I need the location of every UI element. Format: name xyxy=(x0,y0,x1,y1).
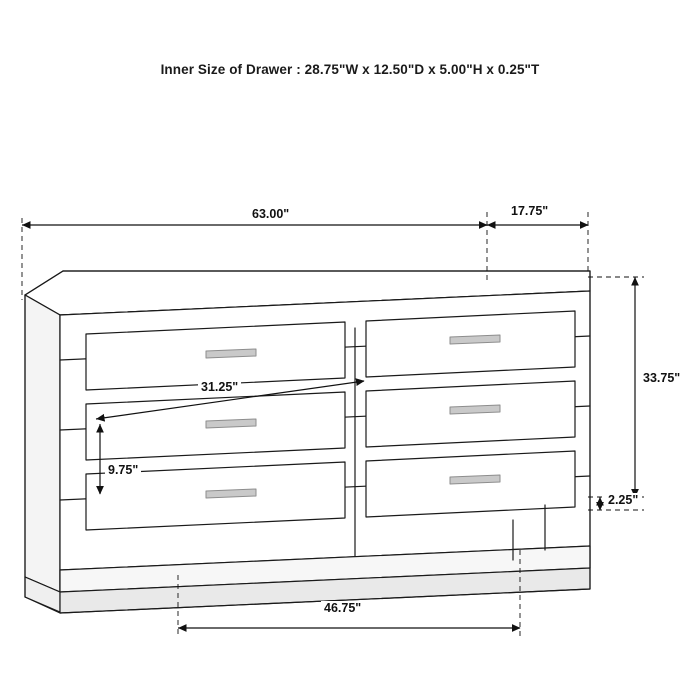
dresser-left-side xyxy=(25,295,60,592)
dimension-label-base-clearance: 2.25" xyxy=(605,493,641,507)
dimension-label-height-right: 33.75" xyxy=(640,371,683,385)
dimension-label-drawer-height: 9.75" xyxy=(105,463,141,477)
dimension-label-base-width: 46.75" xyxy=(321,601,364,615)
drawer-front-right-bottom xyxy=(366,451,575,517)
dimension-label-drawer-width: 31.25" xyxy=(198,380,241,394)
page-title: Inner Size of Drawer : 28.75"W x 12.50"D x 5.00"H x 0.25"T xyxy=(160,62,540,77)
drawer-front-right-top xyxy=(366,311,575,377)
drawer-front-right-middle xyxy=(366,381,575,447)
dimension-label-width-top: 63.00" xyxy=(249,207,292,221)
dimension-label-depth-top: 17.75" xyxy=(508,204,551,218)
